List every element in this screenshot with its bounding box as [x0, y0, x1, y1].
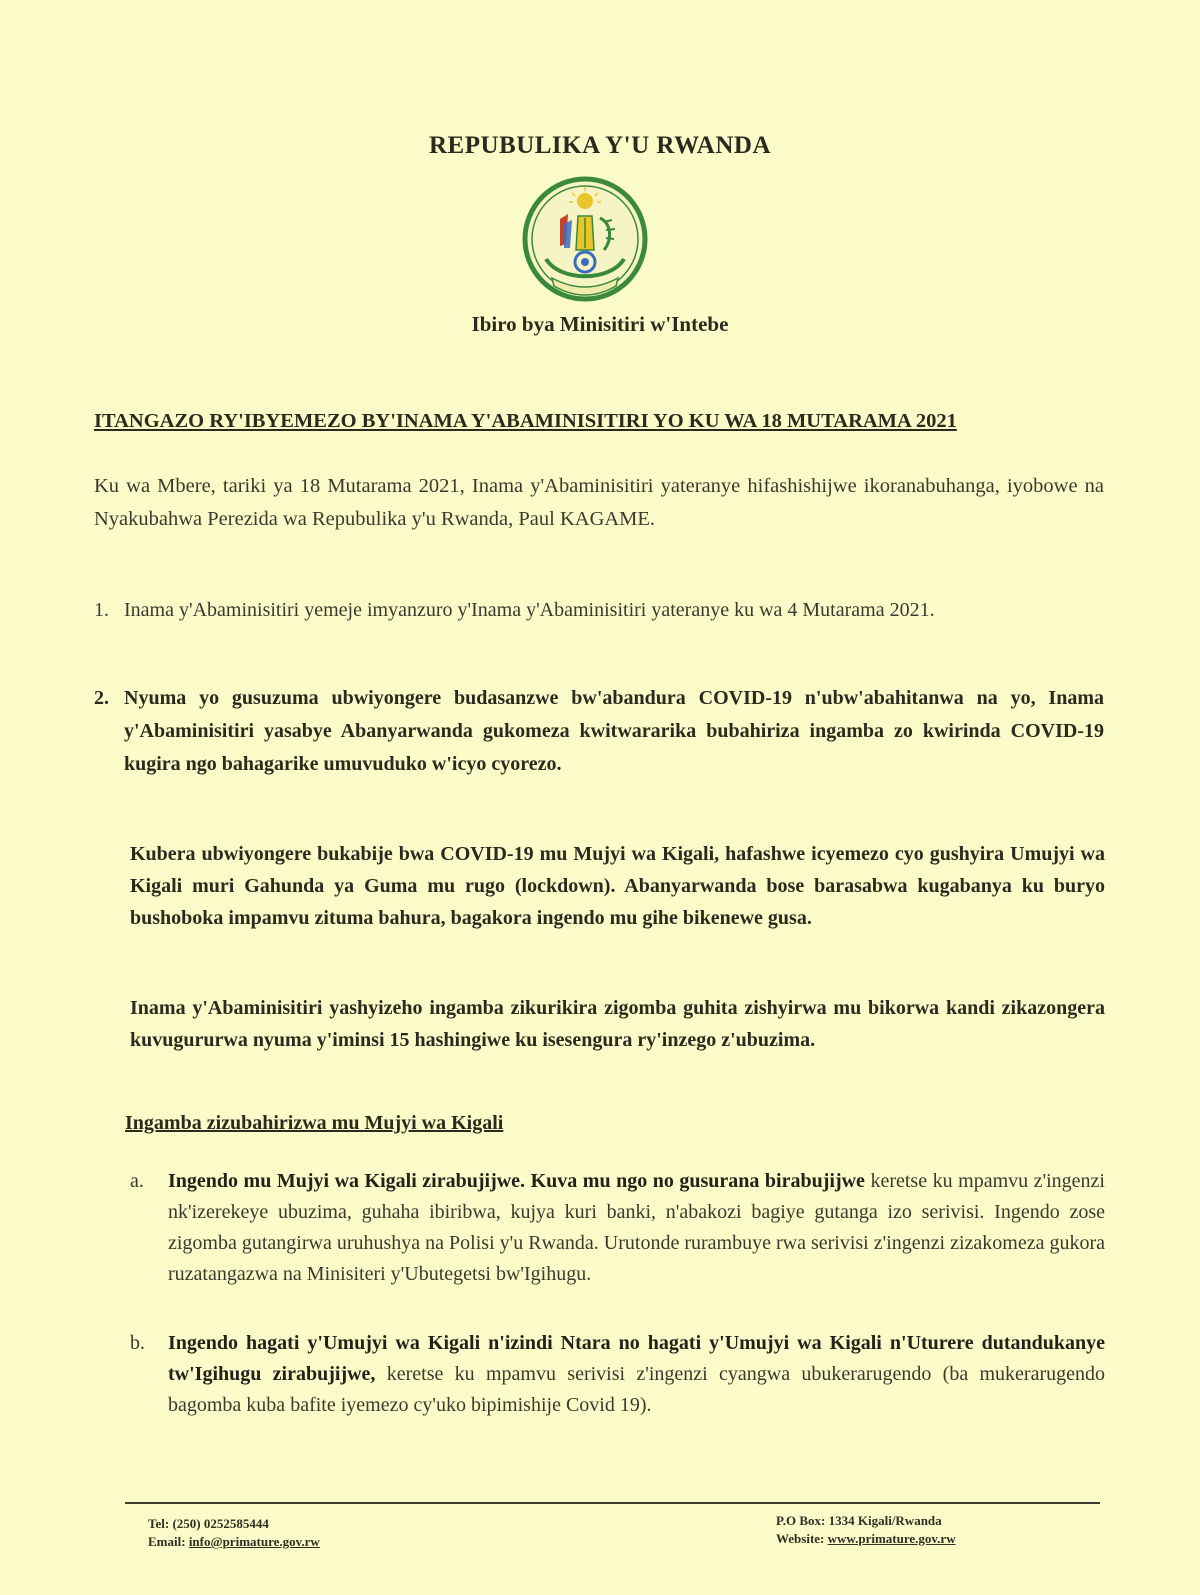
office-heading: Ibiro bya Minisitiri w'Intebe [471, 312, 729, 336]
sub-list-item [130, 1328, 1105, 1421]
rwanda-coat-of-arms-seal [520, 174, 650, 309]
list-item-text: Inama y'Abaminisitiri yemeje imyanzuro y'Inama y'Abaminisitiri yateranye ku wa 4 Mutarama 2021. [124, 599, 935, 621]
email-link[interactable]: info@primature.gov.rw [188, 1534, 320, 1549]
sub-list-regular-text: keretse ku mpamvu z'ingenzi nk'izerekeye ubuzima, guhaha ibiribwa, kujya kuri banki, n'abakozi bagiye gutanga izo serivisi. Ingendo zose zigomba gutangirwa uruhushya na Polisi y'u Rwanda. Urutonde rurambuye rwa serivisi z'ingenzi zizakomeza gukora ruzatangazwa na Minisiteri y'Ubutegetsi bw'Igihugu. [168, 1170, 1105, 1285]
list-item [94, 594, 1104, 627]
sub-list-item [130, 1166, 1105, 1290]
list-item-text: Nyuma yo gusuzuma ubwiyongere budasanzwe bw'abandura COVID-19 n'ubw'abahitanwa na yo, Inama y'Abaminisitiri yasabye Abanyarwanda gukomeza kwitwararika bubahiriza ingamba zo kwirinda COVID-19 kugira ngo bahagarike umuvuduko w'icyo cyorezo. [124, 687, 1104, 775]
sub-list-text [168, 1166, 1105, 1290]
list-item [94, 682, 1104, 781]
sub-list-letter: b. [130, 1332, 145, 1354]
intro-paragraph: Ku wa Mbere, tariki ya 18 Mutarama 2021, Inama y'Abaminisitiri yateranye hifashishijwe ikoranabuhanga, iyobowe na Nyakubahwa Perezida wa Repubulika y'u Rwanda, Paul KAGAME. [94, 475, 1104, 530]
footer-divider [125, 1502, 1100, 1504]
section-subheading: Ingamba zizubahirizwa mu Mujyi wa Kigali [125, 1112, 504, 1134]
list-item-number: 1. [94, 599, 109, 621]
sub-list-bold-text: Ingendo hagati y'Umujyi wa Kigali n'izindi Ntara no hagati y'Umujyi wa Kigali n'Uturere dutandukanye tw'Igihugu zirabujijwe, [168, 1332, 1105, 1385]
sub-list-letter: a. [130, 1170, 144, 1192]
republic-heading: REPUBULIKA Y'U RWANDA [428, 132, 772, 159]
website-link[interactable]: www.primature.gov.rw [827, 1531, 956, 1546]
footer-email-line [148, 1533, 320, 1551]
sub-list-bold-text: Ingendo mu Mujyi wa Kigali zirabujijwe. Kuva mu ngo no gusurana birabujijwe [168, 1170, 865, 1192]
footer-website-line [776, 1530, 956, 1548]
measures-paragraph: Inama y'Abaminisitiri yashyizeho ingamba zikurikira zigomba guhita zishyirwa mu bikorwa kandi zikazongera kuvugururwa nyuma y'iminsi 15 hashingiwe ku isesengura ry'inzego z'ubuzima. [130, 997, 1105, 1051]
tel-number: (250) 0252585444 [172, 1516, 269, 1531]
footer-address [776, 1512, 956, 1548]
website-label: Website: [776, 1531, 825, 1546]
email-label: Email: [148, 1534, 186, 1549]
footer-contact [148, 1515, 320, 1551]
sub-list-text [168, 1328, 1105, 1421]
announcement-title: ITANGAZO RY'IBYEMEZO BY'INAMA Y'ABAMINISITIRI YO KU WA 18 MUTARAMA 2021 [94, 410, 957, 432]
lockdown-paragraph: Kubera ubwiyongere bukabije bwa COVID-19 mu Mujyi wa Kigali, hafashwe icyemezo cyo gushyira Umujyi wa Kigali muri Gahunda ya Guma mu rugo (lockdown). Abanyarwanda bose barasabwa kugabanya ku buryo bushoboka impamvu zituma bahura, bagakora ingendo mu gihe bikenewe gusa. [130, 843, 1105, 929]
sub-list-regular-text: keretse ku mpamvu serivisi z'ingenzi cyangwa ubukerarugendo (ba mukerarugendo bagomba kuba bafite iyemezo cy'uko bipimishije Covid 19). [168, 1363, 1106, 1416]
footer-tel-line [148, 1515, 320, 1533]
list-item-number: 2. [94, 687, 109, 709]
tel-label: Tel: [148, 1516, 170, 1531]
pobox-line: P.O Box: 1334 Kigali/Rwanda [776, 1513, 942, 1528]
